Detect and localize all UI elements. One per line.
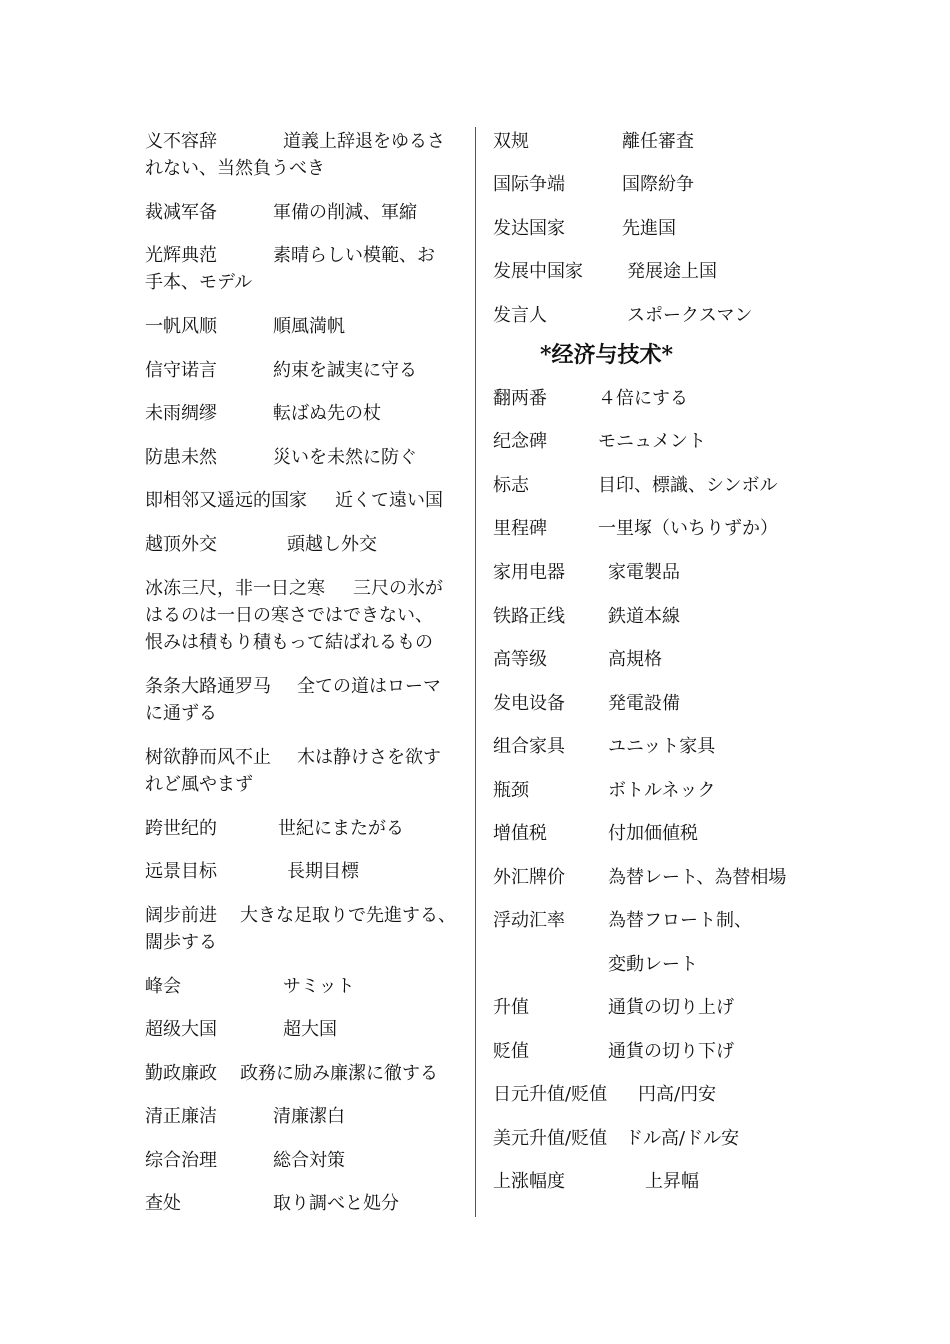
entry-term: 高等级: [493, 649, 547, 670]
entry-term: 铁路正线: [493, 606, 565, 627]
entry-term: 一帆风顺: [145, 316, 217, 337]
entry-term: 升值: [493, 997, 529, 1018]
entry-term: 发电设备: [493, 693, 565, 714]
glossary-entry: [493, 258, 717, 285]
entry-translation: 目印、標識、シンボル: [598, 475, 778, 496]
entry-term: 即相邻又遥远的国家: [145, 490, 307, 511]
entry-term: 标志: [493, 475, 529, 496]
entry-term: 翻两番: [493, 388, 547, 409]
entry-term: 跨世纪的: [145, 818, 217, 839]
entry-translation: 道義上辞退をゆるさ: [283, 131, 445, 152]
entry-translation-continued: に通ずる: [145, 703, 217, 724]
entry-term: 义不容辞: [145, 131, 217, 152]
entry-translation: 木は静けさを欲す: [297, 747, 441, 768]
glossary-entry: [145, 1147, 345, 1174]
entry-translation: 為替レート、為替相場: [608, 867, 787, 888]
glossary-entry: [145, 815, 404, 842]
entry-term: 未雨绸缪: [145, 403, 217, 424]
glossary-entry: [145, 673, 441, 724]
entry-translation: ドル高/ドル安: [625, 1128, 740, 1149]
entry-term: 远景目标: [145, 861, 217, 882]
glossary-entry: [145, 744, 441, 795]
entry-term: 国际争端: [493, 174, 565, 195]
entry-translation: 清廉潔白: [273, 1106, 345, 1127]
entry-term: 双规: [493, 131, 529, 152]
glossary-entry: [493, 171, 694, 198]
glossary-entry: [145, 1103, 345, 1130]
glossary-entry: [493, 994, 734, 1021]
entry-translation: 先進国: [622, 218, 676, 239]
glossary-entry: [145, 1190, 399, 1217]
entry-translation: 大きな足取りで先進する、: [240, 905, 456, 926]
column-divider: [475, 127, 476, 1217]
entry-translation: 総合対策: [273, 1150, 345, 1171]
glossary-entry: [145, 487, 443, 514]
glossary-entry: [145, 242, 435, 293]
glossary-entry: [493, 1125, 740, 1152]
entry-term: 裁减军备: [145, 202, 217, 223]
glossary-entry: [145, 973, 355, 1000]
entry-translation: 変動レート: [608, 954, 698, 975]
entry-translation: 約束を誠実に守る: [273, 360, 417, 381]
entry-translation-continued: 恨みは積もり積もって結ばれるもの: [145, 632, 433, 653]
entry-translation: 円高/円安: [638, 1084, 717, 1105]
entry-translation: 離任審査: [622, 131, 694, 152]
glossary-entry: [145, 1016, 337, 1043]
entry-translation: 災いを未然に防ぐ: [273, 447, 417, 468]
entry-term: 峰会: [145, 976, 181, 997]
glossary-entry: [493, 385, 688, 412]
entry-term: 里程碑: [493, 518, 547, 539]
glossary-entry: [145, 199, 417, 226]
glossary-entry: [145, 1060, 438, 1087]
entry-term: 光辉典范: [145, 245, 217, 266]
entry-term: 发展中国家: [493, 261, 583, 282]
entry-translation: 通貨の切り上げ: [608, 997, 734, 1018]
glossary-entry: [493, 215, 676, 242]
entry-term: 瓶颈: [493, 780, 529, 801]
entry-term: 冰冻三尺，非一日之寒: [145, 578, 325, 599]
glossary-entry: [493, 515, 778, 542]
entry-translation: 取り調べと処分: [273, 1193, 399, 1214]
entry-translation: ユニット家具: [608, 736, 716, 757]
glossary-entry: [145, 858, 359, 885]
glossary-entry: [145, 531, 377, 558]
entry-term: 贬值: [493, 1041, 529, 1062]
entry-translation: 発展途上国: [627, 261, 717, 282]
entry-translation: 高規格: [608, 649, 662, 670]
entry-translation: 付加価値税: [608, 823, 698, 844]
entry-term: 阔步前进: [145, 905, 217, 926]
entry-translation: 近くて遠い国: [335, 490, 443, 511]
entry-translation-continued: 手本、モデル: [145, 272, 253, 293]
entry-translation: 鉄道本線: [608, 606, 680, 627]
entry-term: 综合治理: [145, 1150, 217, 1171]
entry-term: 浮动汇率: [493, 910, 565, 931]
entry-translation: 一里塚（いちりずか）: [598, 518, 778, 539]
glossary-entry: [493, 1081, 717, 1108]
entry-translation: 素晴らしい模範、お: [273, 245, 435, 266]
glossary-entry: [145, 444, 417, 471]
entry-translation: 軍備の削減、軍縮: [273, 202, 417, 223]
entry-translation-continued: れない、当然負うべき: [145, 158, 325, 179]
entry-translation: サミット: [283, 976, 355, 997]
entry-translation: 通貨の切り下げ: [608, 1041, 734, 1062]
glossary-entry: [145, 357, 417, 384]
glossary-entry: [493, 864, 787, 891]
glossary-entry: [493, 820, 698, 847]
entry-term: 查处: [145, 1193, 181, 1214]
entry-term: 条条大路通罗马: [145, 676, 271, 697]
glossary-entry: [145, 128, 445, 179]
glossary-entry: [493, 472, 778, 499]
entry-translation: 全ての道はローマ: [297, 676, 441, 697]
entry-term: 发言人: [493, 305, 547, 326]
glossary-entry: [493, 733, 716, 760]
glossary-entry: [493, 690, 680, 717]
entry-translation: 頭越し外交: [287, 534, 377, 555]
entry-translation-continued: れど風やまず: [145, 774, 253, 795]
entry-translation: 上昇幅: [645, 1171, 699, 1192]
glossary-entry: [493, 1168, 699, 1195]
entry-term: 超级大国: [145, 1019, 217, 1040]
glossary-entry: [145, 313, 345, 340]
entry-translation: 超大国: [283, 1019, 337, 1040]
entry-translation: 世紀にまたがる: [278, 818, 404, 839]
entry-translation: モニュメント: [598, 431, 706, 452]
entry-translation: 転ばぬ先の杖: [273, 403, 381, 424]
entry-translation: 発電設備: [608, 693, 680, 714]
entry-translation: 長期目標: [287, 861, 359, 882]
entry-term: 勤政廉政: [145, 1063, 217, 1084]
entry-translation: 為替フロート制、: [608, 910, 752, 931]
glossary-entry: [145, 400, 381, 427]
entry-translation: 三尺の氷が: [353, 578, 443, 599]
entry-translation: 家電製品: [608, 562, 680, 583]
entry-term: 信守诺言: [145, 360, 217, 381]
entry-translation: 政務に励み廉潔に徹する: [240, 1063, 438, 1084]
entry-translation: ボトルネック: [608, 780, 716, 801]
glossary-entry: [493, 646, 662, 673]
glossary-entry: [493, 302, 753, 329]
entry-term: 外汇牌价: [493, 867, 565, 888]
entry-translation: ４倍にする: [598, 388, 688, 409]
entry-term: 上涨幅度: [493, 1171, 565, 1192]
glossary-entry: [493, 559, 680, 586]
section-heading: *经济与技术*: [540, 342, 674, 368]
entry-translation: 国際紛争: [622, 174, 694, 195]
glossary-entry: [493, 428, 706, 455]
entry-term: 增值税: [493, 823, 547, 844]
glossary-entry: [145, 902, 456, 953]
entry-term: 防患未然: [145, 447, 217, 468]
glossary-entry: [145, 575, 443, 653]
entry-term: 组合家具: [493, 736, 565, 757]
glossary-entry: [493, 907, 752, 934]
glossary-entry: [493, 1038, 734, 1065]
entry-translation: スポークスマン: [627, 305, 753, 326]
glossary-entry: [493, 777, 716, 804]
glossary-entry: [493, 128, 694, 155]
entry-term: 树欲静而风不止: [145, 747, 271, 768]
glossary-entry: [493, 603, 680, 630]
entry-term: 日元升值/贬值: [493, 1084, 608, 1105]
entry-translation-continued: はるのは一日の寒さではできない、: [145, 605, 433, 626]
entry-term: 清正廉洁: [145, 1106, 217, 1127]
entry-translation: 順風満帆: [273, 316, 345, 337]
entry-term: 纪念碑: [493, 431, 547, 452]
entry-term: 越顶外交: [145, 534, 217, 555]
entry-term: 家用电器: [493, 562, 565, 583]
entry-translation-continued: 闊歩する: [145, 932, 217, 953]
entry-term: 美元升值/贬值: [493, 1128, 608, 1149]
entry-term: 发达国家: [493, 218, 565, 239]
